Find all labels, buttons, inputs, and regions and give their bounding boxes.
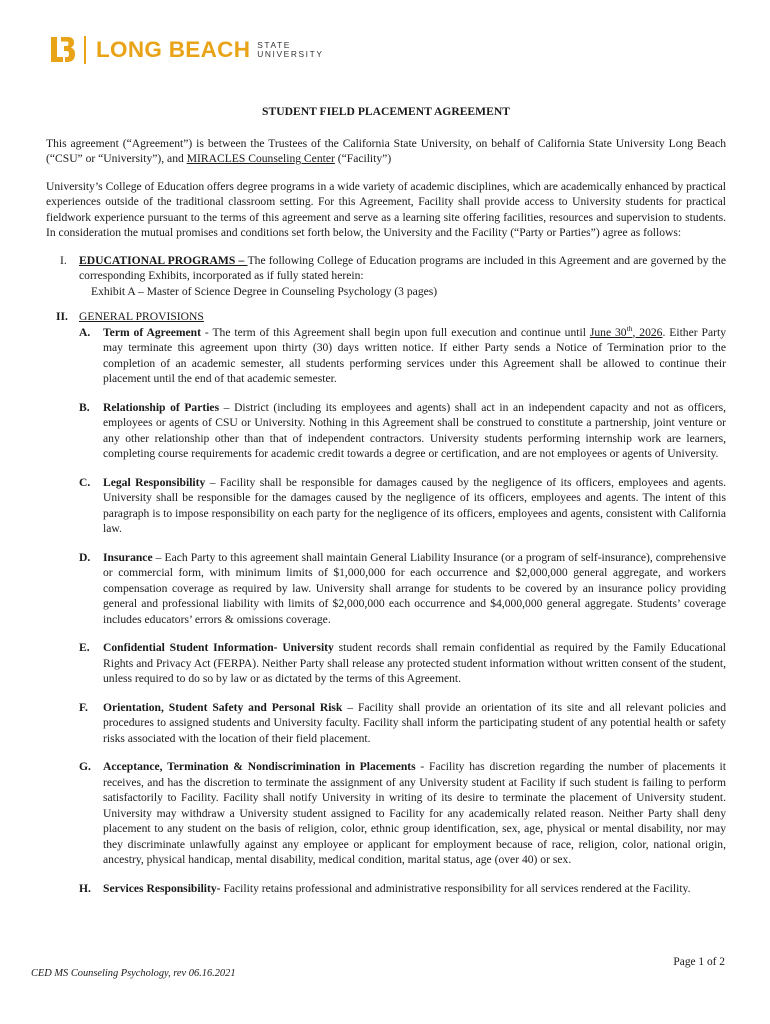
item-text: Facility retains professional and administrative responsibility for all services rendered at the Facility. xyxy=(220,881,691,895)
item-heading: Insurance xyxy=(103,550,153,564)
section-heading: EDUCATIONAL PROGRAMS – xyxy=(79,253,248,267)
section-text: The following College of Education programs are included in this Agreement and are governed by the corresponding Exhibits, incorporated as if fully stated herein: xyxy=(79,253,726,282)
logo-wordmark: LONG BEACH xyxy=(96,37,251,62)
item-letter: D. xyxy=(79,550,91,564)
section-number: I. xyxy=(60,253,67,267)
provision-item xyxy=(79,325,726,387)
section-educational-programs xyxy=(46,253,726,300)
document-body xyxy=(46,96,726,909)
item-heading: Orientation, Student Safety and Personal Risk xyxy=(103,700,343,714)
item-text-rest: . Either Party may terminate this agreement upon thirty (30) days written notice. If either Party sends a Notice of Termination prior to the completion of an academic semester, all students performing services under this Agreement shall be allowed to continue their placement until the end of that academic semester. xyxy=(103,325,726,385)
item-heading: Term of Agreement xyxy=(103,325,201,339)
item-letter: B. xyxy=(79,400,90,414)
item-text: student records shall remain confidential as required by the Family Educational Rights and Privacy Act (FERPA). Neither Party shall release any protected student information without written consent of the student, unless required to do so by law or as dictated by the terms of this Agreement. xyxy=(103,641,726,685)
provision-item xyxy=(79,640,726,687)
end-date xyxy=(589,323,663,339)
provision-item xyxy=(79,700,726,747)
purpose-paragraph: University’s College of Education offers degree programs in a wide variety of academic disciplines, which are academically enhanced by practical experiences outside of the traditional classroom setting. For this Agreement, Facility shall provide access to University students for practical fieldwork experience pursuant to the terms of this agreement and serve as a learning site offering facilities, resources and supervision to students. In consideration the mutual promises and conditions set forth below, the University and the Facility (“Party or Parties”) agree as follows: xyxy=(46,179,726,239)
item-heading: Legal Responsibility xyxy=(103,475,206,489)
provision-item xyxy=(79,475,726,537)
page-number: Page 1 of 2 xyxy=(673,956,725,968)
item-text: – Facility shall provide an orientation of its site and all relevant policies and procedures to assigned students and University faculty. Facility shall inform the participating student of any potential health or safety risks associated with the location of their field placement. xyxy=(103,700,726,745)
intro-text-pre: This agreement (“Agreement”) is between the Trustees of the California State University, on behalf of California State University Long Beach (“CSU” or “University”), and xyxy=(46,136,726,165)
provision-item xyxy=(79,550,726,628)
end-date-suffix: th xyxy=(626,323,633,333)
item-letter: A. xyxy=(79,325,91,339)
item-text: - The term of this Agreement shall begin upon full execution and continue until xyxy=(200,325,590,339)
section-heading: GENERAL PROVISIONS xyxy=(79,310,204,323)
item-letter: F. xyxy=(79,700,88,714)
item-letter: H. xyxy=(79,881,91,895)
item-letter: G. xyxy=(79,760,91,773)
item-heading: Services Responsibility- xyxy=(103,881,221,895)
exhibit-line: Exhibit A – Master of Science Degree in Counseling Psychology (3 pages) xyxy=(91,284,438,298)
document-title: STUDENT FIELD PLACEMENT AGREEMENT xyxy=(262,105,510,118)
item-letter: E. xyxy=(79,641,90,654)
provision-item xyxy=(79,759,726,868)
end-date-year: , 2026 xyxy=(632,325,663,339)
intro-paragraph xyxy=(46,136,726,167)
section-general-provisions xyxy=(46,309,726,325)
item-text: – Facility shall be responsible for damages caused by the negligence of its officers, employees and agents. University shall be responsible for the damages caused by the negligence of its officers, employees and agents. The intent of this paragraph is to impose responsibility on each party for the negligence of its officers, employees and agents, consistent with California law. xyxy=(103,475,726,535)
item-heading: Confidential Student Information- University xyxy=(103,641,334,654)
logo-divider xyxy=(84,36,86,64)
logo-sub-line1: STATE xyxy=(257,39,291,50)
item-text: - Facility has discretion regarding the number of placements it receives, and has the discretion to terminate the assignment of any University student at Facility if such student is failing to perform satisfactorily to Facility. Facility shall notify University in writing of its desire to terminate the placement of University student. University may withdraw a University student assigned to Facility for any academically related reason. Neither Party shall deny placement to any student on the basis of religion, color, ethnic group identification, sex, age, physical or mental disability, nor may they discriminate unlawfully against any employee or applicant for employment because of race, religion, color, national origin, ancestry, physical handicap, mental disability, medical condition, marital status, age (over 40) or sex. xyxy=(103,760,726,866)
logo-subtitle xyxy=(257,41,323,60)
footer-revision: CED MS Counseling Psychology, rev 06.16.2021 xyxy=(31,968,236,979)
item-heading: Relationship of Parties xyxy=(103,400,220,414)
lb-monogram-icon xyxy=(48,35,76,65)
section-number: II. xyxy=(56,310,68,323)
provision-item xyxy=(79,881,726,897)
item-letter: C. xyxy=(79,475,91,489)
item-text: – Each Party to this agreement shall maintain General Liability Insurance (or a program of self-insurance), comprehensive or commercial form, with minimum limits of $1,000,000 for each occurrence and $2,000,000 general aggregate, and workers compensation coverage as required by law. University shall arrange for students to be covered by an insurance policy providing general and professional liability with limits of $2,000,000 each occurrence and $4,000,000 general aggregate. Students’ coverage includes educators’ errors & omissions coverage. xyxy=(103,550,726,626)
facility-name: MIRACLES Counseling Center xyxy=(186,152,335,165)
item-text: – District (including its employees and agents) shall act in an independent capacity and not as officers, employees or agents of CSU or University. Nothing in this Agreement shall be construed to constitute a partnership, joint venture or any other relationship other than that of independent contractors. University students performing internship work are learners, completing course requirements for academic credit towards a degree or certification, and are not employees or agents of University. xyxy=(103,400,726,460)
intro-text-post: (“Facility”) xyxy=(334,152,392,165)
provision-items xyxy=(46,400,726,897)
provision-item xyxy=(79,400,726,462)
end-date-day: June 30 xyxy=(589,325,627,339)
item-heading: Acceptance, Termination & Nondiscrimination in Placements xyxy=(103,760,416,773)
logo-sub-line2: UNIVERSITY xyxy=(257,49,324,59)
university-logo xyxy=(48,34,324,66)
